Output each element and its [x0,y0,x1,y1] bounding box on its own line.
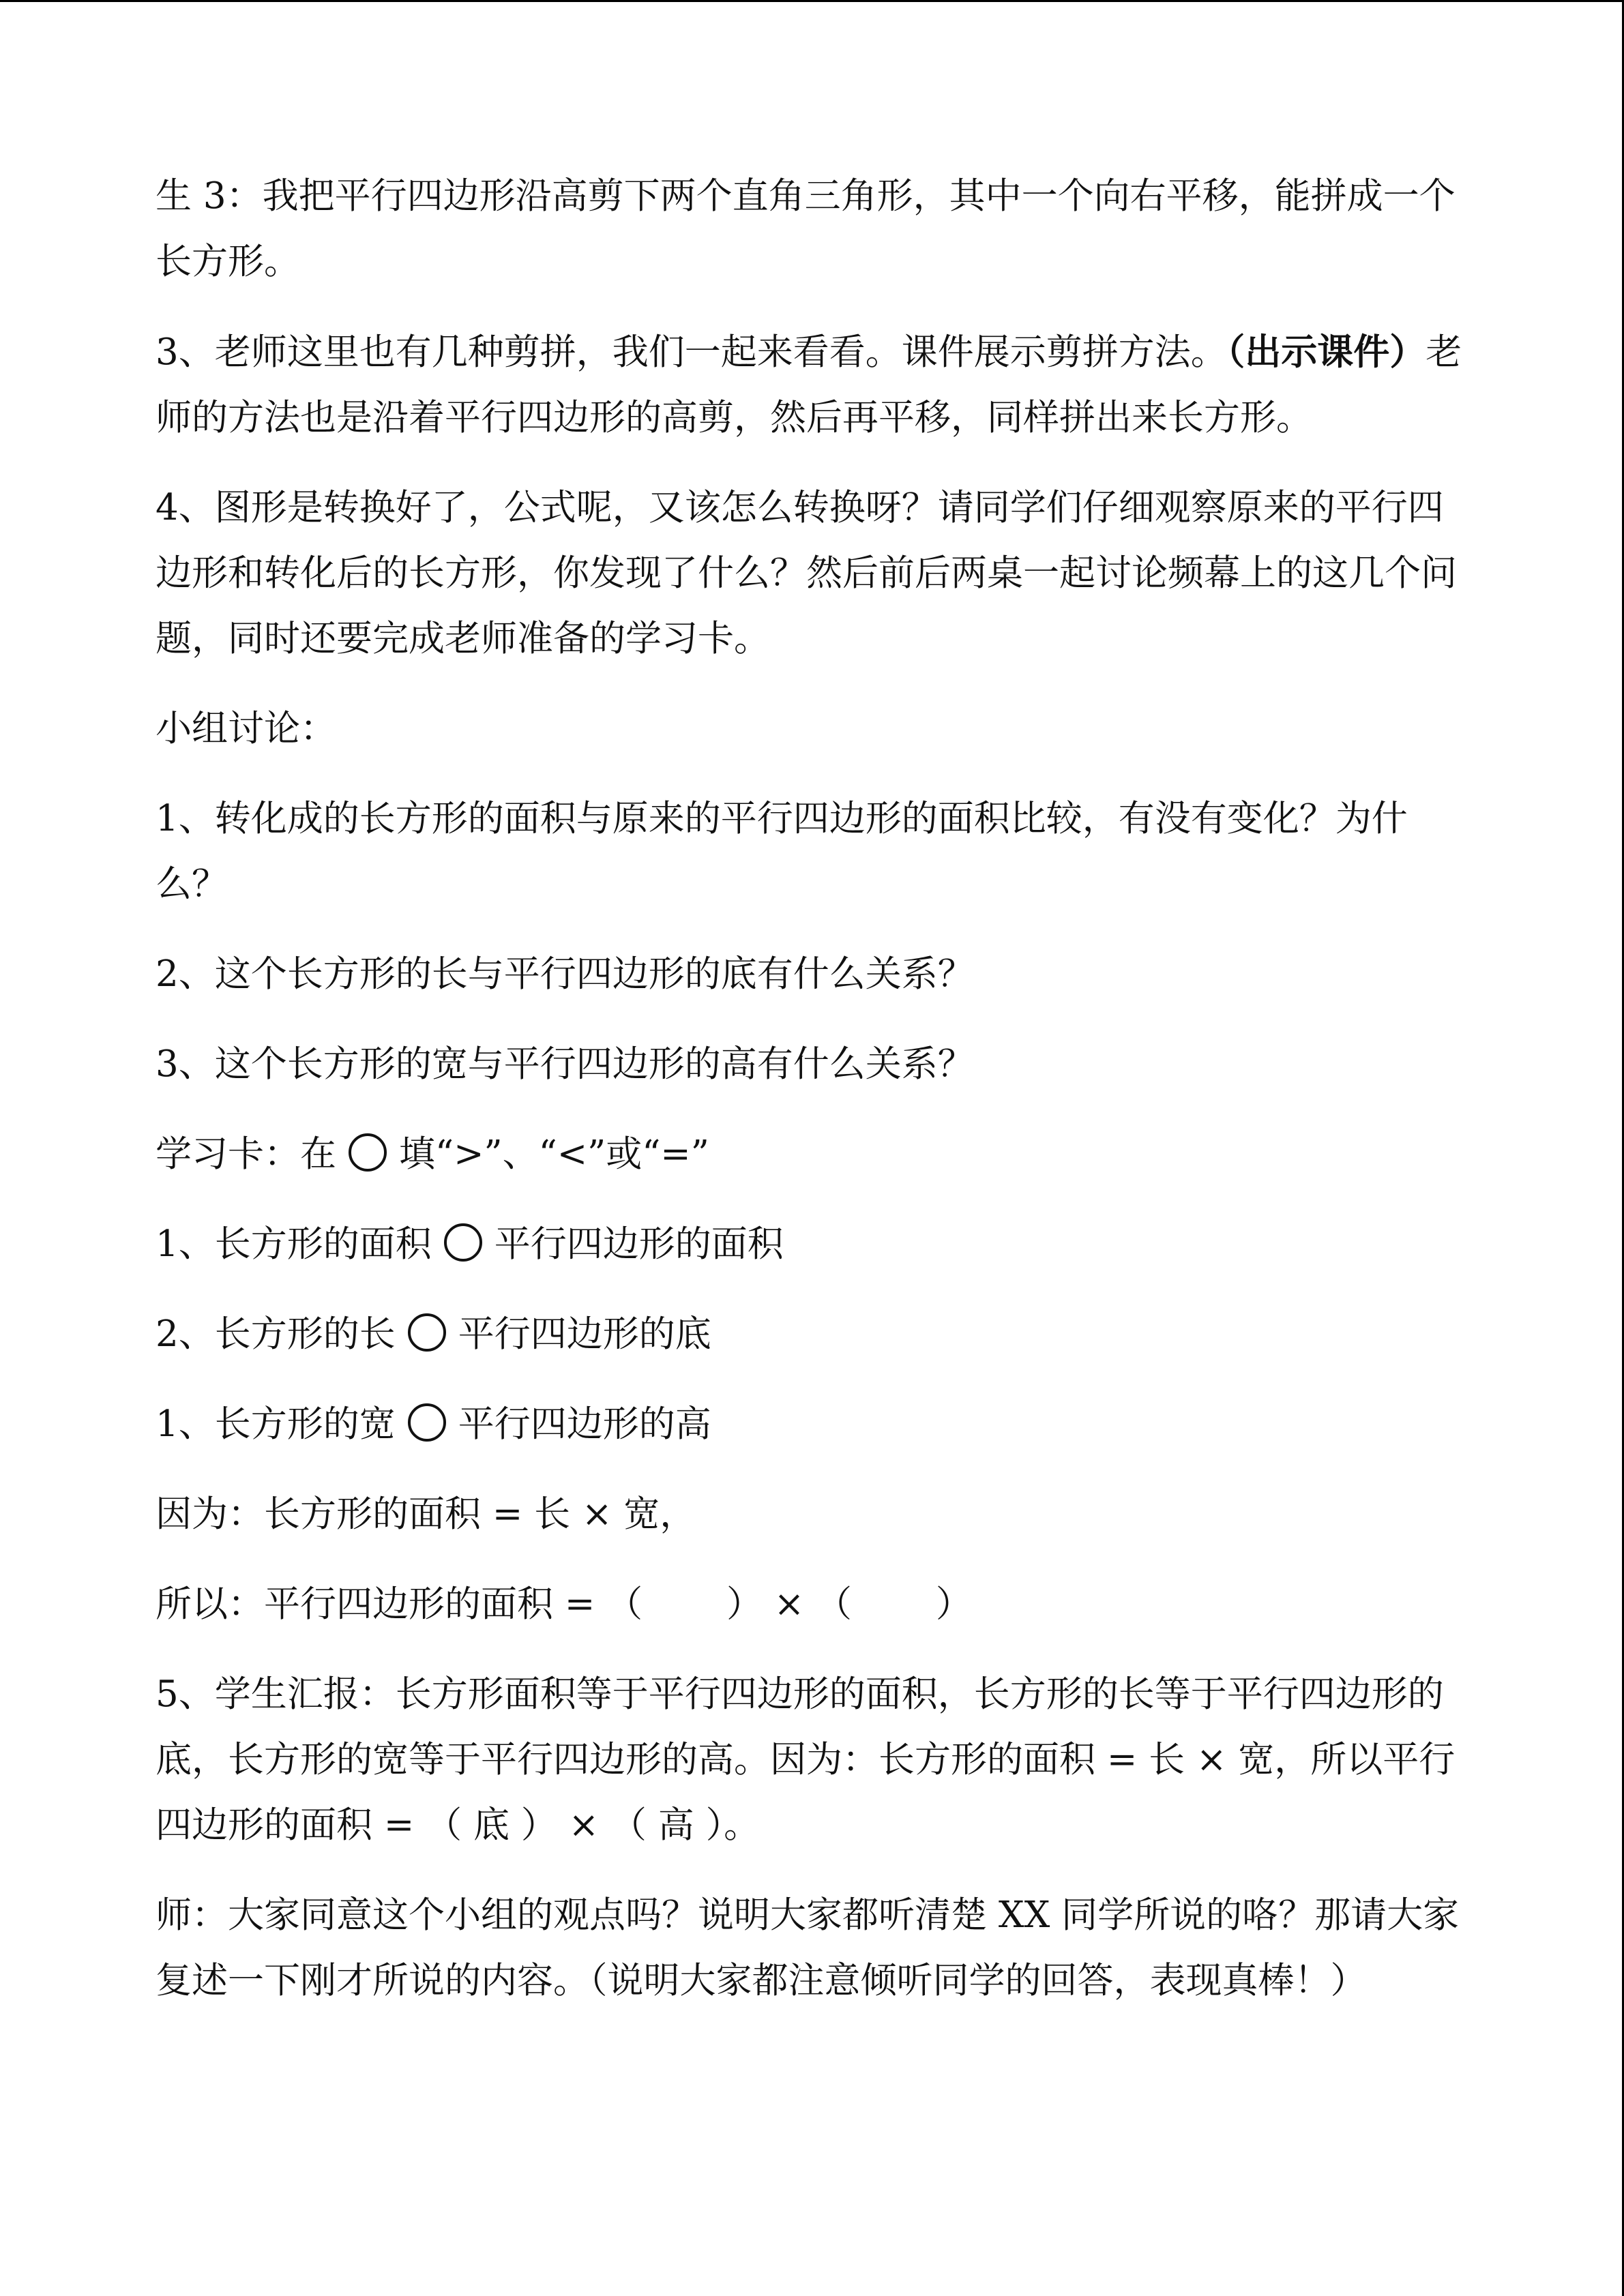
group-discussion-heading: 小组讨论： [156,708,336,749]
because-line: 因为：长方形的面积 = 长 × 宽， [156,1493,696,1535]
teacher-demo-paragraph [156,319,1465,451]
discussion-question-2: 2、这个长方形的长与平行四边形的底有什么关系？ [156,953,974,995]
study-card-instructions [156,1122,1465,1187]
circle-blank-icon [349,1133,387,1172]
teacher-demo-text: 3、老师这里也有几种剪拼，我们一起来看看。课件展示剪拼方法。 [156,331,1227,373]
page-border-top [0,0,1624,2]
document-body [156,164,1465,2014]
teacher-demo-text-cont: 老师的方法也是沿着平行四边形的高剪，然后再平移，同样拼出来长方形。 [156,331,1462,438]
study-card-item-2 [156,1302,1465,1367]
discussion-question-3: 3、这个长方形的宽与平行四边形的高有什么关系？ [156,1043,974,1085]
item-2-right: 平行四边形的底 [458,1313,711,1355]
student-3-paragraph: 生 3：我把平行四边形沿高剪下两个直角三角形，其中一个向右平移，能拼成一个长方形。 [156,175,1456,282]
teacher-closing-paragraph: 师：大家同意这个小组的观点吗？说明大家都听清楚 XX 同学所说的咯？那请大家复述一下刚才所说的内容。（说明大家都注意倾听同学的回答，表现真棒！） [156,1894,1460,2001]
study-card-label: 学习卡：在 [156,1133,336,1175]
discussion-question-1: 1、转化成的长方形的面积与原来的平行四边形的面积比较，有没有变化？为什么？ [156,798,1408,905]
item-1-left: 1、长方形的面积 [156,1223,432,1265]
study-card-symbols: 填“>”、“<”或“=” [399,1133,709,1175]
study-card-item-3 [156,1392,1465,1457]
item-1-right: 平行四边形的面积 [494,1223,784,1265]
circle-blank-icon [408,1313,446,1352]
formula-transform-paragraph: 4、图形是转换好了，公式呢，又该怎么转换呀？请同学们仔细观察原来的平行四边形和转化后的长方形，你发现了什么？然后前后两桌一起讨论频幕上的这几个问题，同时还要完成老师准备的学习卡。 [156,487,1457,659]
study-card-item-1 [156,1212,1465,1277]
circle-blank-icon [444,1223,482,1262]
so-line: 所以：平行四边形的面积 = （ ） × （ ） [156,1583,972,1625]
student-report-paragraph: 5、学生汇报：长方形面积等于平行四边形的面积，长方形的长等于平行四边形的底，长方形的宽等于平行四边形的高。因为：长方形的面积 = 长 × 宽，所以平行四边形的面积 = （ 底 ） × （ 高 ）。 [156,1673,1456,1846]
item-2-left: 2、长方形的长 [156,1313,396,1355]
item-3-left: 1、长方形的宽 [156,1403,396,1445]
show-courseware-note: （出示课件） [1226,331,1426,373]
circle-blank-icon [408,1403,446,1442]
item-3-right: 平行四边形的高 [458,1403,711,1445]
